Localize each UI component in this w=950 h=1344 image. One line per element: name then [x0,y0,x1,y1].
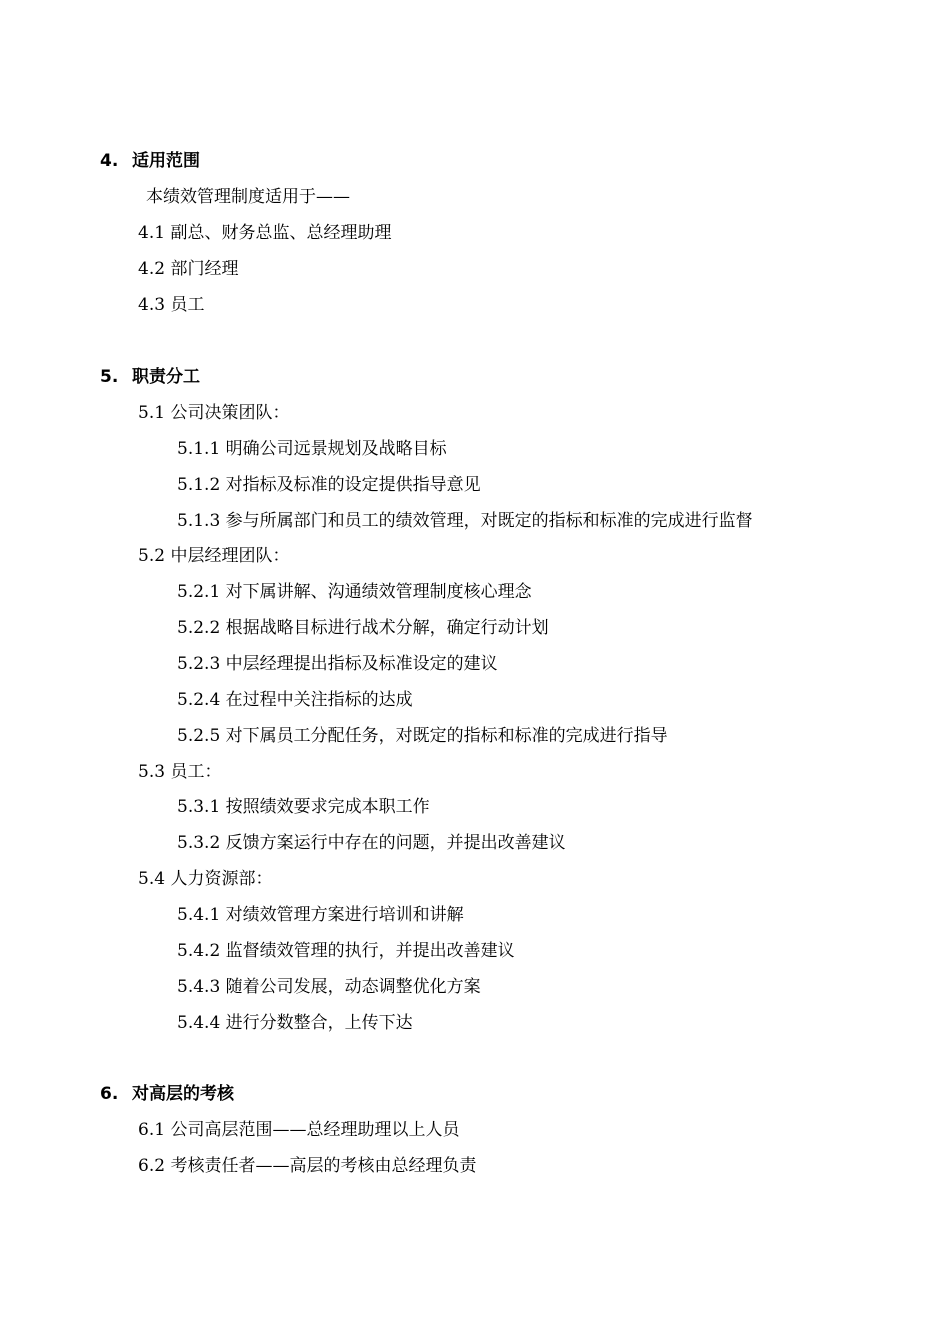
list-item: 5.2.5 对下属员工分配任务，对既定的指标和标准的完成进行指导 [177,726,668,746]
list-item: 5.3.1 按照绩效要求完成本职工作 [177,797,430,817]
list-item: 5.4.3 随着公司发展，动态调整优化方案 [177,977,481,997]
list-item: 5.4.2 监督绩效管理的执行，并提出改善建议 [177,941,515,961]
section-4-intro: 本绩效管理制度适用于—— [146,187,350,207]
list-item: 5.2.4 在过程中关注指标的达成 [177,690,413,710]
list-item: 5.2.2 根据战略目标进行战术分解，确定行动计划 [177,618,549,638]
group-label: 5.2 中层经理团队： [138,546,290,566]
list-item: 4.1 副总、财务总监、总经理助理 [138,223,392,243]
group-label: 5.3 员工： [138,762,222,782]
list-item: 6.1 公司高层范围——总经理助理以上人员 [138,1120,460,1140]
section-title: 职责分工 [132,367,200,387]
group-label: 5.1 公司决策团队： [138,403,290,423]
section-5-heading [100,366,200,388]
list-item: 5.4.1 对绩效管理方案进行培训和讲解 [177,905,464,925]
list-item: 5.2.1 对下属讲解、沟通绩效管理制度核心理念 [177,582,532,602]
list-item: 5.1.2 对指标及标准的设定提供指导意见 [177,475,481,495]
list-item: 5.4.4 进行分数整合，上传下达 [177,1013,413,1033]
section-number: 6. [100,1084,119,1104]
list-item: 5.2.3 中层经理提出指标及标准设定的建议 [177,654,498,674]
section-title: 适用范围 [132,151,200,171]
list-item: 5.1.1 明确公司远景规划及战略目标 [177,439,447,459]
list-item: 6.2 考核责任者——高层的考核由总经理负责 [138,1156,477,1176]
section-4-heading [100,150,200,172]
list-item: 5.3.2 反馈方案运行中存在的问题，并提出改善建议 [177,833,566,853]
list-item: 5.1.3 参与所属部门和员工的绩效管理，对既定的指标和标准的完成进行监督 [177,511,753,531]
section-number: 5. [100,367,119,387]
section-title: 对高层的考核 [132,1084,234,1104]
group-label: 5.4 人力资源部： [138,869,273,889]
list-item: 4.3 员工 [138,295,205,315]
section-6-heading [100,1083,234,1105]
list-item: 4.2 部门经理 [138,259,239,279]
section-number: 4. [100,151,119,171]
